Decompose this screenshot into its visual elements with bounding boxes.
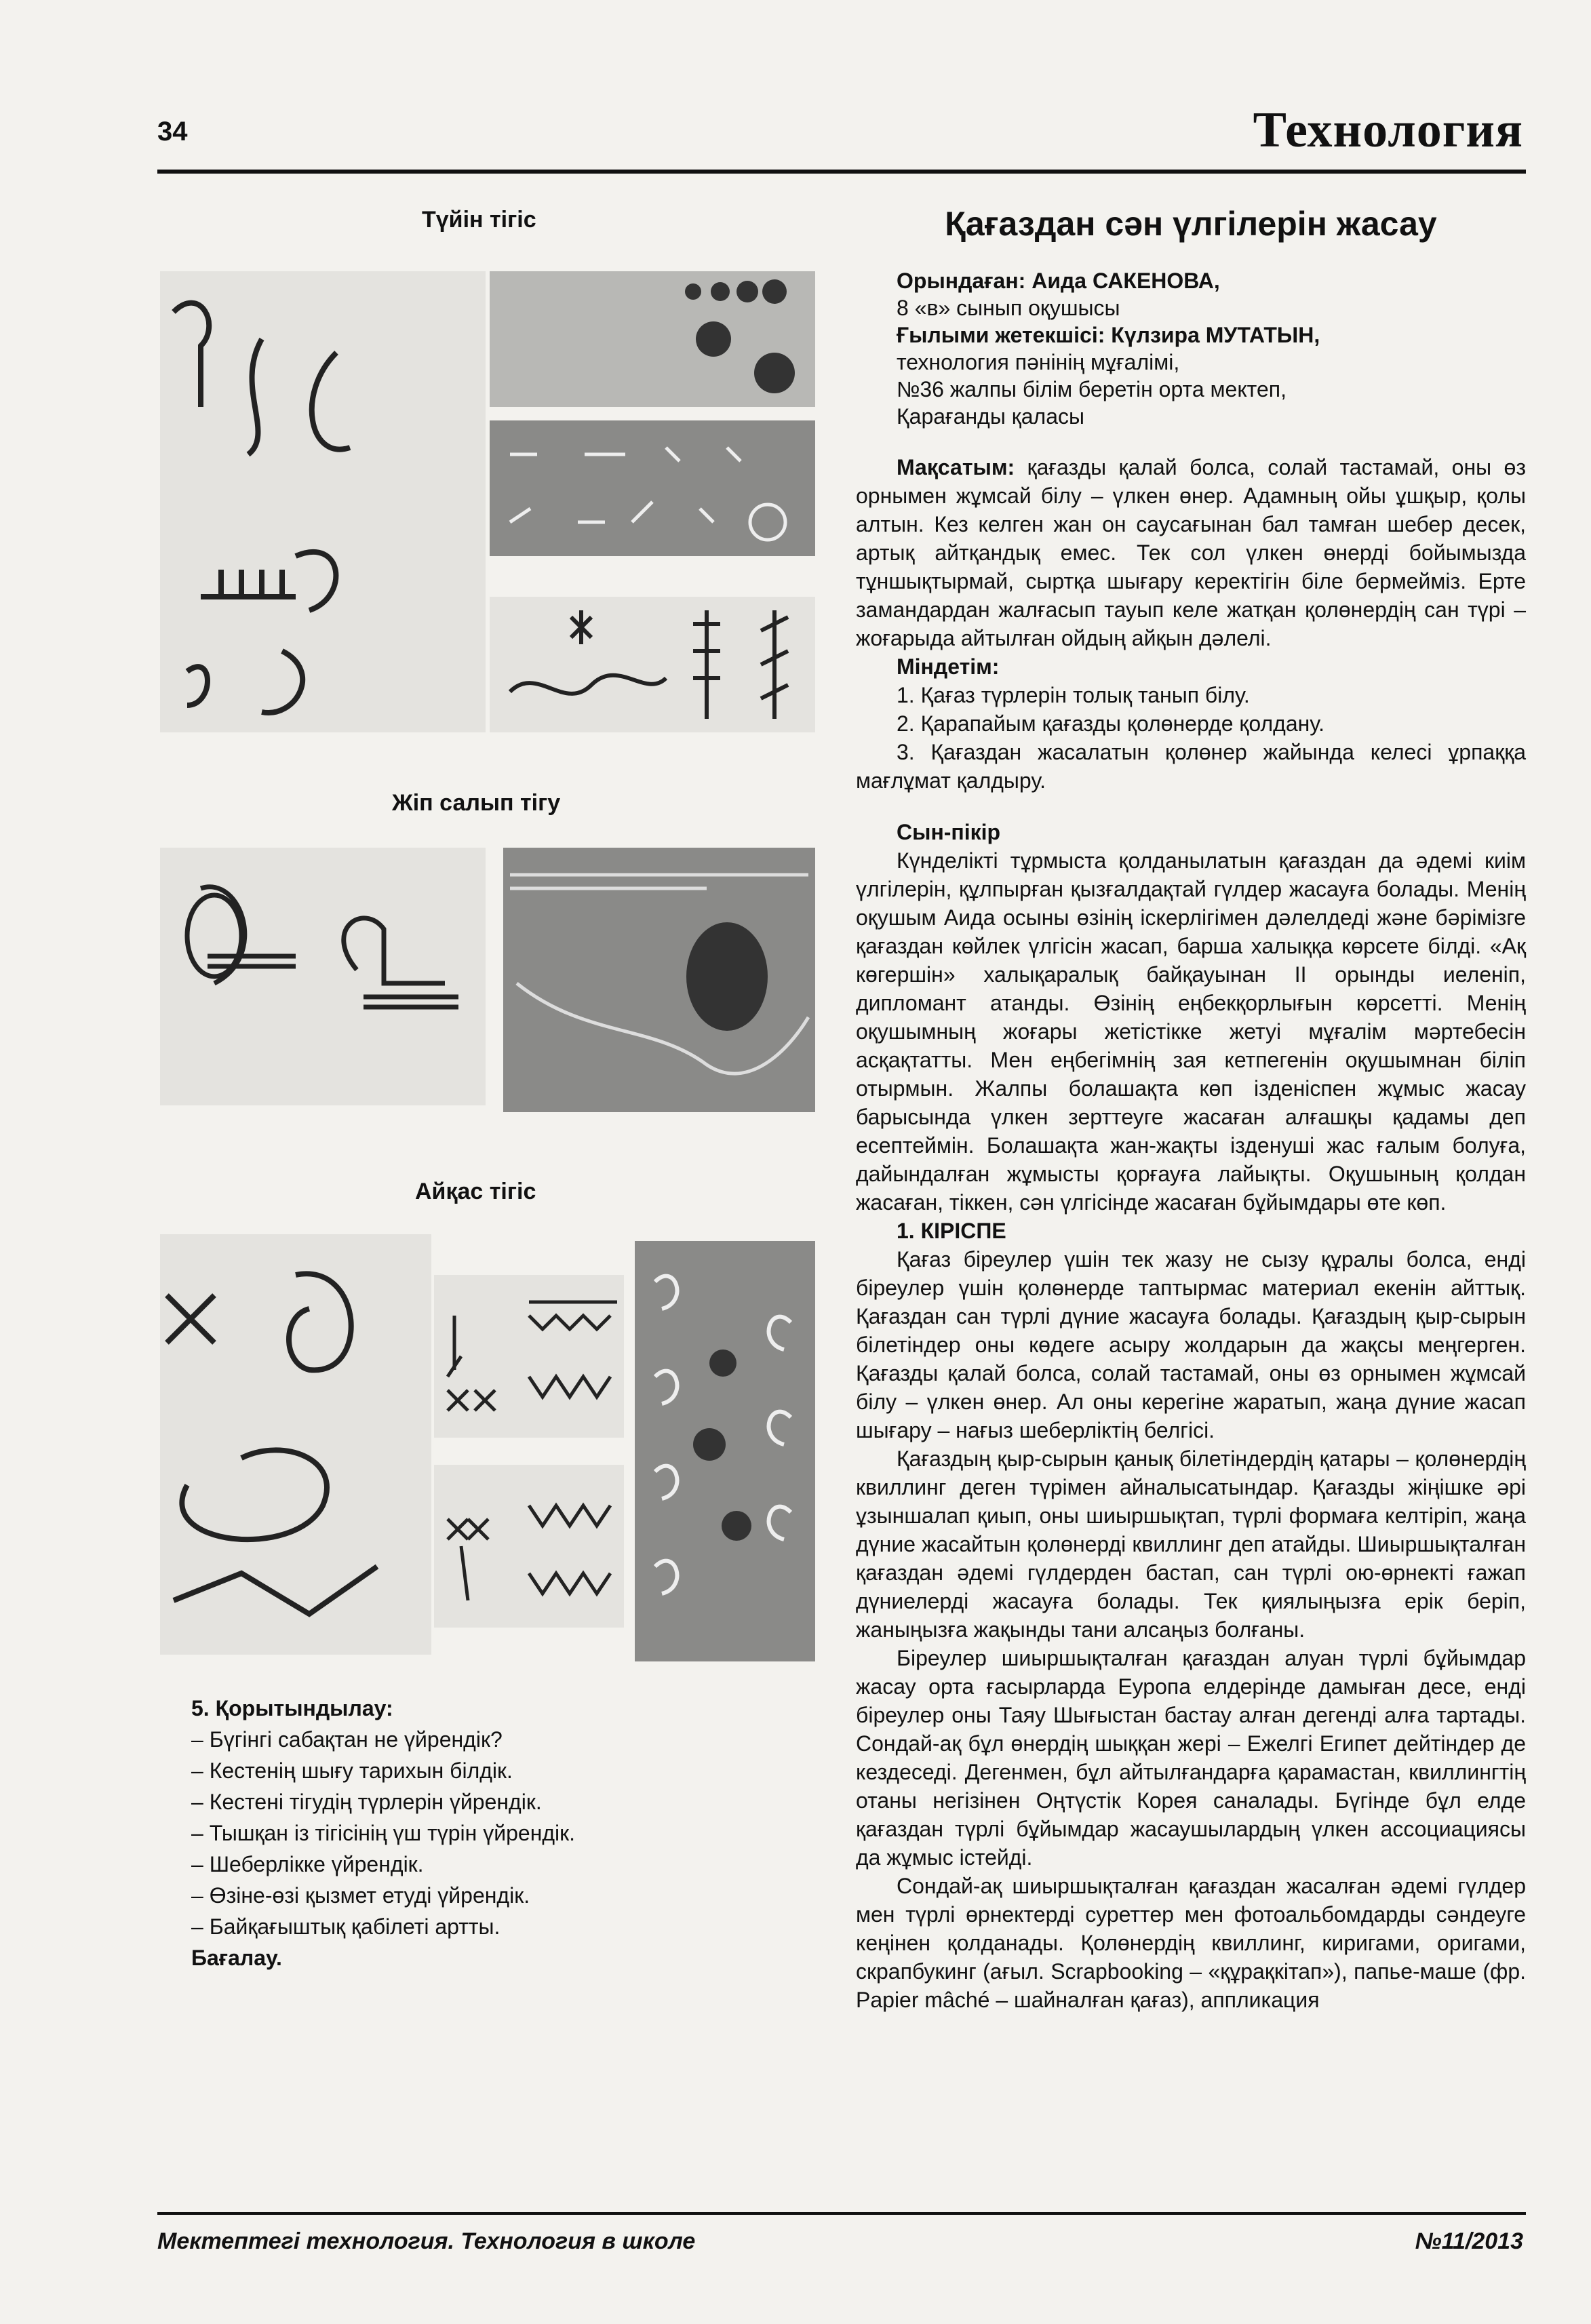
city-name: Қарағанды қаласы bbox=[897, 404, 1084, 429]
cross-stitch-diagram bbox=[160, 1234, 431, 1655]
article bbox=[856, 203, 1526, 2014]
cross-stitch-embroidery-photo bbox=[635, 1241, 815, 1661]
author-label: Орындаған: Аида САКЕНОВА, bbox=[897, 269, 1220, 293]
conclusion-block bbox=[191, 1693, 666, 1973]
tasks-label: Міндетім: bbox=[897, 654, 1000, 679]
conclusion-item: – Тышқан із тігісінің үш түрін үйрендік. bbox=[191, 1821, 576, 1845]
figure-caption-laid-thread: Жіп салып тігу bbox=[392, 790, 561, 816]
task-item: 3. Қағаздан жасалатын қолөнер жайында келесі ұрпаққа мағлұмат қалдыру. bbox=[856, 740, 1526, 793]
intro-heading: 1. КІРІСПЕ bbox=[897, 1219, 1006, 1243]
conclusion-item: – Бүгінгі сабақтан не үйрендік? bbox=[191, 1727, 503, 1752]
goal-paragraph bbox=[856, 453, 1526, 652]
knot-stitch-sample-3 bbox=[490, 597, 815, 732]
issue-number: №11/2013 bbox=[1415, 2228, 1523, 2254]
school-name: №36 жалпы білім беретін орта мектеп, bbox=[897, 377, 1286, 401]
grading-label: Бағалау. bbox=[191, 1946, 282, 1970]
advisor-label: Ғылыми жетекшісі: Күлзира МУТАТЫН, bbox=[897, 323, 1320, 347]
journal-name: Мектептегі технология. Технология в школе bbox=[157, 2228, 696, 2254]
body-paragraph: Сондай-ақ шиыршықталған қағаздан жасалған әдемі гүлдер мен түрлі өрнектерді суреттер мен фотоальбомдарды сәндеуге кеңінен қолданады. Қолөнердің квиллинг, киригами, оригами, скрапбукинг (ағыл. Scrapbooking – «құрақкітап»), папье-маше (фр. Papier mâché – шайналған қағаз), аппликация bbox=[856, 1874, 1526, 2012]
body-paragraph: Біреулер шиыршықталған қағаздан алуан түрлі бұйымдар жасау орта ғасырларда Еуропа елдерінде дамыған десе, енді біреулер оны Таяу Шығыстан бастау алған дегенді алға тартады. Сондай-ақ бұл өнердің шыққан жері – Ежелгі Египет дейтіндер де кездеседі. Дегенмен, бұл айтылғандарға қарамастан, квиллингтің отаны негізінен Оңтүстік Корея саналады. Бүгінде бұл елде қағаздан түрлі бұйымдар жасаушылардың үлкен ассоциациясы да жұмыс істейді. bbox=[856, 1646, 1526, 1870]
advisor-role: технология пәнінің мұғалімі, bbox=[897, 350, 1180, 374]
goal-text: қағазды қалай болса, солай тастамай, оны өз орнымен жұмсай білу – үлкен өнер. Адамның ойы ұшқыр, қолы алтын. Кез келген жан он саусағынан бал тамған шебер десек, артық айтқандық емес. Тек сол үлкен өнерді бойымызда тұншықтырмай, сыртқа шығару керектігін біле бермейміз. Ерте замандардан жалғасып тауып келе жатқан қолөнердің сан түрі – жоғарыда айтылған ойдың айқын дәлелі. bbox=[856, 455, 1526, 650]
body-paragraph: Қағаз біреулер үшін тек жазу не сызу құралы болса, енді біреулер үшін қолөнерде таптырмас материал екенін айттық. Қағаздан сан түрлі дүние жасауға болады. Қағаздың қыр-сырын білетіндер оны көдеге асыру жолдарын да жақсы меңгерген. Қағазды қалай болса, солай тастамай, оны өз орнымен жұмсай білу – үлкен өнер. Ал оны керегіне жаратып, жаңа дүние жасап шығару – нағыз шеберліктің белгісі. bbox=[856, 1247, 1526, 1442]
article-title: Қағаздан сән үлгілерін жасау bbox=[945, 205, 1437, 243]
conclusion-item: – Байқағыштық қабілеті артты. bbox=[191, 1914, 500, 1939]
figure-caption-cross-stitch: Айқас тігіс bbox=[415, 1179, 536, 1204]
cross-stitch-sample-1 bbox=[434, 1275, 624, 1438]
knot-stitch-sample-1 bbox=[490, 271, 815, 407]
cross-stitch-sample-2 bbox=[434, 1465, 624, 1628]
knot-stitch-diagram bbox=[160, 271, 486, 732]
laid-thread-sample bbox=[503, 848, 815, 1112]
goal-label: Мақсатым: bbox=[897, 455, 1015, 479]
footer-divider bbox=[157, 2212, 1526, 2215]
author-class: 8 «в» сынып оқушысы bbox=[897, 296, 1120, 320]
figure-caption-knot-stitch: Түйін тігіс bbox=[422, 207, 536, 233]
review-paragraph: Күнделікті тұрмыста қолданылатын қағаздан да әдемі киім үлгілерін, құлпырған қызғалдақтай гүлдер жасауға болады. Менің оқушым Аида осыны өзінің іскерлігімен дәлелдеді және бәрімізге қағаздан көйлек үлгісін жасап, барша халыққа көрсете білді. «Ақ көгершін» халықаралық байқауынан II орынды иеленіп, дипломант атанды. Өзінің еңбекқорлығын көрсетті. Менің оқушымның жоғары жетістікке жетуі мұғалім мәртебесін асқақтатты. Мен еңбегімнің зая кетпегенін оқушымнан біліп отырмын. Жалпы болашақта көп ізденіспен жұмыс жасау барысында үлкен зерттеуге жасаған алғашқы қадамы деп есептеймін. Болашақта жан-жақты ізденуші жас ғалым болуға, дайындалған жұмысты қорғауға лайықты. Оқушының қолдан жасаған, тіккен, сән үлгісінде жасаған бұйымдары өте көп. bbox=[856, 848, 1526, 1215]
conclusion-item: – Кестені тігудің түрлерін үйрендік. bbox=[191, 1790, 542, 1814]
byline bbox=[897, 267, 1526, 430]
section-rubric: Технология bbox=[1253, 102, 1523, 158]
conclusion-item: – Шеберлікке үйрендік. bbox=[191, 1852, 424, 1876]
conclusion-item: – Кестенің шығу тарихын білдік. bbox=[191, 1758, 513, 1783]
page-number: 34 bbox=[157, 117, 188, 146]
conclusion-item: – Өзіне-өзі қызмет етуді үйрендік. bbox=[191, 1883, 530, 1908]
review-label: Сын-пікір bbox=[897, 820, 1001, 844]
body-paragraph: Қағаздың қыр-сырын қанық білетіндердің қатары – қолөнердің квиллинг деген түрімен айналысатындар. Қағазды жіңішке әрі ұзыншалап қиып, оны шиыршықтап, түрлі формаға келтіріп, жаңа дүние жасайтын қолөнерді квиллинг деп атайды. Шиыршықталған қағаздан әдемі гүлдерден бастап, сан түрлі ою-өрнекті ғажап дүниелерді жасауға болады. Тек қиялыңызға ерік беріп, жаныңызға жақынды тани алсаңыз болғаны. bbox=[856, 1446, 1526, 1642]
task-item: 1. Қағаз түрлерін толық танып білу. bbox=[897, 683, 1250, 707]
header-divider bbox=[157, 170, 1526, 174]
conclusion-title: 5. Қорытындылау: bbox=[191, 1696, 393, 1720]
task-item: 2. Қарапайым қағазды қолөнерде қолдану. bbox=[897, 711, 1324, 736]
laid-thread-diagram bbox=[160, 848, 486, 1105]
knot-stitch-sample-2 bbox=[490, 420, 815, 556]
